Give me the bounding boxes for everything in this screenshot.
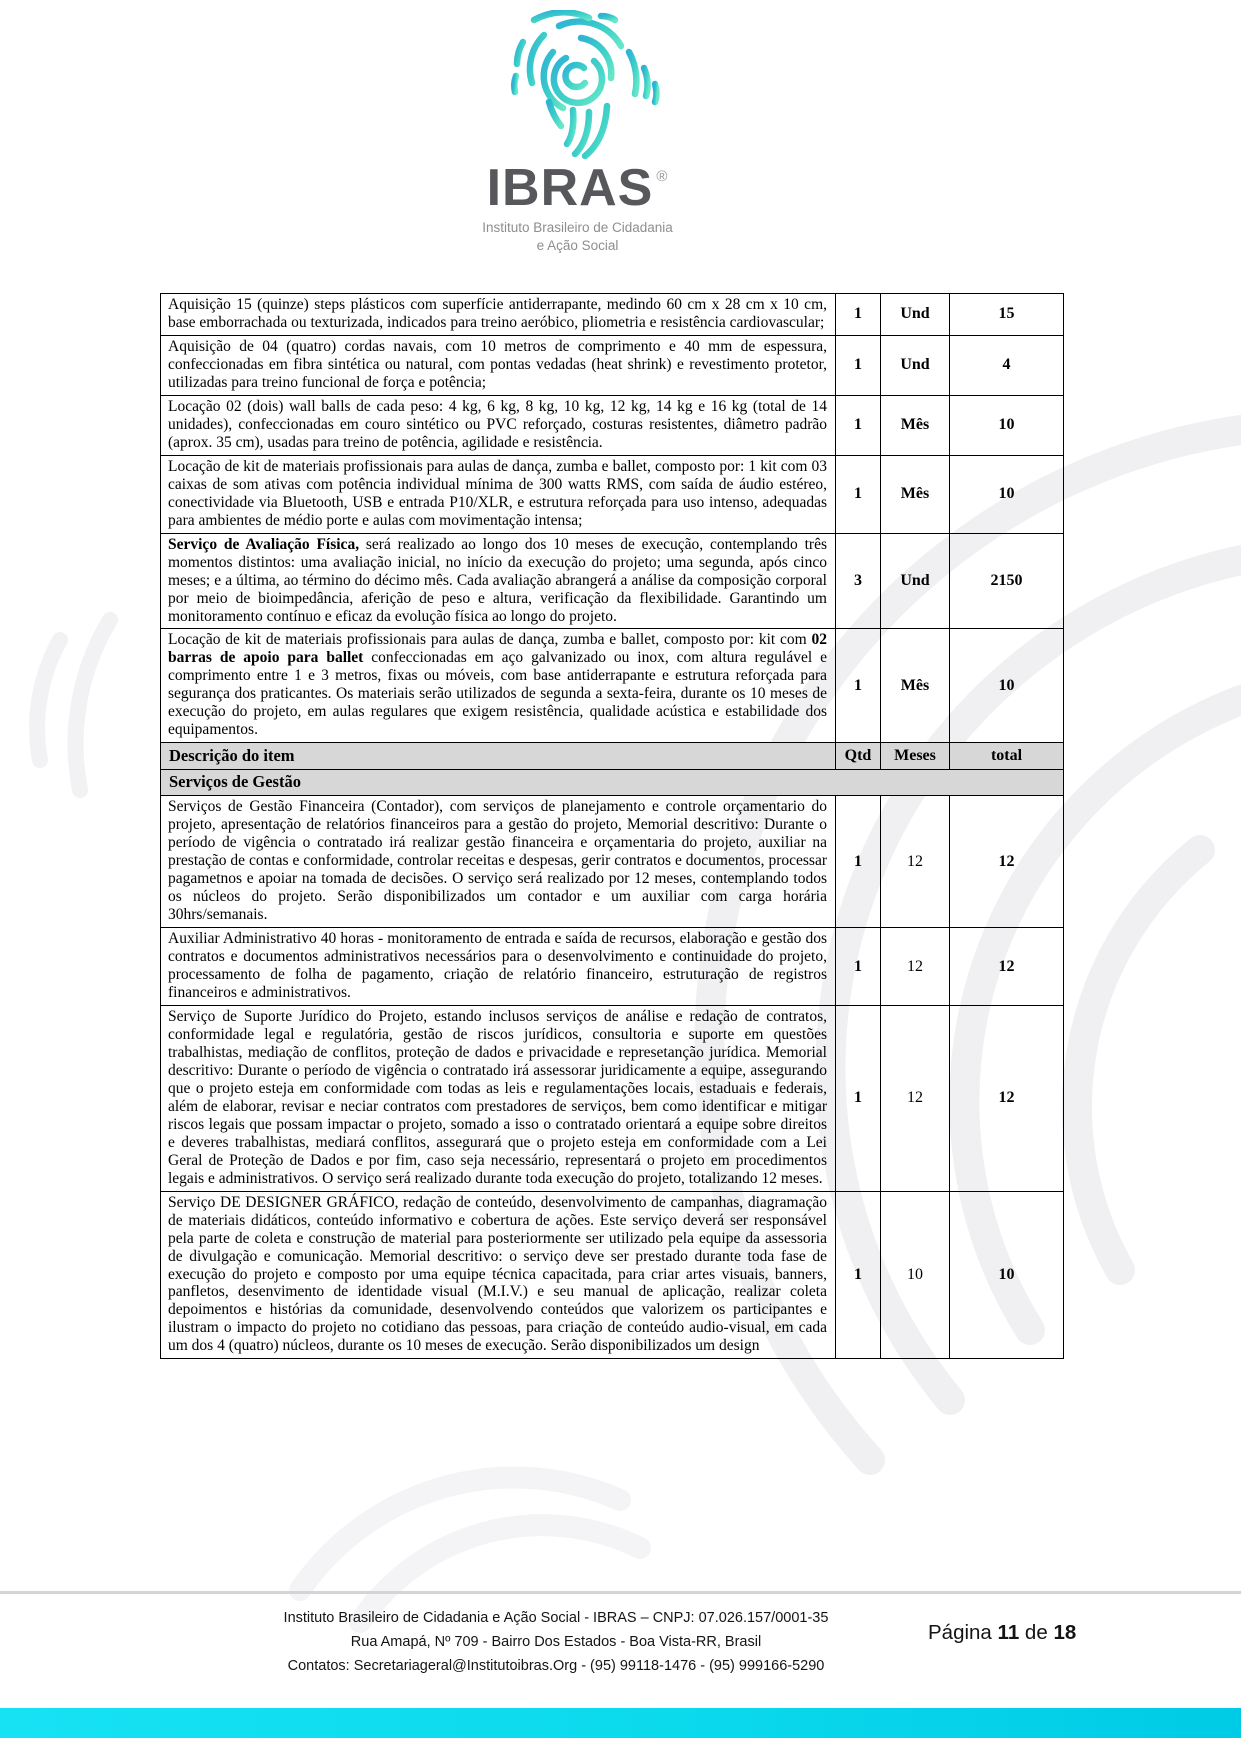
table-section-row (161, 770, 1064, 796)
item-description (161, 796, 836, 928)
brand-subtitle-line2: e Ação Social (536, 238, 619, 254)
item-description (161, 294, 836, 336)
item-unit: Und (881, 294, 950, 336)
item-qty: 1 (836, 1191, 881, 1359)
description-text: Aquisição 15 (quinze) steps plásticos com superfície antiderrapante, medindo 60 cm x 28 cm x 10 cm, base emborrachada ou texturizada, indicados para treino aeróbico, pliometria e resistência cardiovascular; (168, 296, 827, 331)
item-qty: 1 (836, 294, 881, 336)
page-number-current: 11 (997, 1621, 1020, 1644)
item-description (161, 455, 836, 533)
item-total: 12 (950, 796, 1064, 928)
table-row (161, 1005, 1064, 1191)
description-text: Serviço DE DESIGNER GRÁFICO, redação de conteúdo, desenvolvimento de campanhas, diagramação de materiais didáticos, conteúdo informativo e cobertura de ações. Este serviço deverá ser responsável pela parte de coleta e construção de material para posteriormente ser utilizado pela equipe da assessoria de divulgação e comunicação. Memorial descritivo: o serviço deve ser prestado durante toda fase de execução do projeto e composto por uma equipe técnica capacitada, para criar artes visuais, banners, panfletos, desenvimento de identidade visual (M.I.V.) e seu manual de aplicação, realizar coleta depoimentos e histórias da comunidade, desenvolvendo conteúdos que valorizem os participantes e ilustram o impacto do projeto no cotidiano das pessoas, para criação de conteúdo audio-visual, em cada um dos 4 (quatro) núcleos, durante os 10 meses de execução. Serão disponibilizados um design (168, 1193, 827, 1355)
table-row (161, 294, 1064, 336)
brand-subtitle (0, 219, 1155, 255)
item-qty: 1 (836, 629, 881, 743)
registered-mark: ® (656, 168, 669, 185)
item-qty: 1 (836, 796, 881, 928)
table-row (161, 629, 1064, 743)
section-title: Serviços de Gestão (161, 770, 1064, 796)
item-qty: 1 (836, 1005, 881, 1191)
description-text: Serviços de Gestão Financeira (Contador), com serviços de planejamento e controle orçamentario do projeto, apresentação de relatórios financeiros para a gestão do projeto, Memorial descritivo: Durante o período de vigência o contratado irá realizar gestão financeira e orçamentaria do projeto, auxiliar na prestação de contas e conformidade, controlar receitas e despesas, gerir contratos e documentos, processar pagametnos e apoiar na tomada de decisões. O serviço será realizado por 12 meses, contemplando todos os núcleos do projeto. Serão disponibilizados um contador e um auxiliar com carga horária 30hrs/semanais. (168, 798, 827, 924)
footer (250, 1607, 862, 1678)
description-text: Serviço de Avaliação Física, (168, 535, 360, 553)
footer-divider (0, 1591, 1241, 1594)
bottom-accent-band (0, 1708, 1241, 1738)
page-number (928, 1621, 1076, 1645)
item-total: 10 (950, 1191, 1064, 1359)
item-total: 12 (950, 1005, 1064, 1191)
item-qty: 1 (836, 455, 881, 533)
description-text: Locação 02 (dois) wall balls de cada peso: 4 kg, 6 kg, 8 kg, 10 kg, 12 kg, 14 kg e 16 kg (total de 14 unidades), confeccionadas em couro sintético ou PVC reforçado, costuras resistentes, diâmetro padrão (aprox. 35 cm), usadas para treino de potência, agilidade e resistência. (168, 397, 827, 451)
item-unit: Und (881, 533, 950, 629)
item-unit: 12 (881, 928, 950, 1006)
table-row (161, 928, 1064, 1006)
brand-text: IBRAS (486, 159, 654, 217)
table-row (161, 455, 1064, 533)
item-total: 10 (950, 629, 1064, 743)
item-description (161, 1005, 836, 1191)
item-total: 10 (950, 395, 1064, 455)
header-meses: Meses (881, 743, 950, 770)
header-total: total (950, 743, 1064, 770)
table-header-row (161, 743, 1064, 770)
description-text: Serviço de Suporte Jurídico do Projeto, estando inclusos serviços de análise e redação de contratos, conformidade legal e regulatória, gestão de riscos jurídicos, consultoria e suporte em questões trabalhistas, mediação de conflitos, proteção de dados e privacidade e represetanção jurídica. Memorial descritivo: Durante o período de vigência o contratado irá assessorar juridicamente a equipe, assegurando que o projeto esteja em conformidade com todas as leis e regulamentações locais, estaduais e federais, além de elaborar, revisar e neciar contratos com prestadores de serviços, bem como identificar e mitigar riscos legais que possam impactar o projeto, somado a isso o contratado orientará a equipe sobre direitos e deveres trabalhistas, mediará conflitos, assegurará que o projeto esteja em conformidade com a Lei Geral de Proteção de Dados e por fim, caso seja necessário, representará o projeto em procedimentos legais e administrativos. O serviço será realizado durante toda execução do projeto, totalizando 12 meses. (168, 1007, 827, 1187)
item-unit: Mês (881, 629, 950, 743)
item-description (161, 395, 836, 455)
table-row (161, 533, 1064, 629)
header-description: Descrição do item (161, 743, 836, 770)
page-number-of: de (1024, 1621, 1048, 1644)
footer-org-line: Instituto Brasileiro de Cidadania e Ação Social - IBRAS – CNPJ: 07.026.157/0001-35 (283, 1610, 829, 1626)
item-description (161, 629, 836, 743)
item-unit: Und (881, 335, 950, 395)
brand-subtitle-line1: Instituto Brasileiro de Cidadania (482, 220, 673, 235)
description-text: 02 barras de apoio para ballet (168, 631, 827, 667)
item-description (161, 533, 836, 629)
table-row (161, 1191, 1064, 1359)
footer-address-line: Rua Amapá, Nº 709 - Bairro Dos Estados - Boa Vista-RR, Brasil (350, 1633, 762, 1650)
logo (0, 10, 1155, 255)
footer-contacts-line: Contatos: Secretariageral@Institutoibras.Org - (95) 99118-1476 - (95) 999166-5290 (287, 1657, 825, 1674)
item-description (161, 1191, 836, 1359)
item-description (161, 928, 836, 1006)
page-number-total: 18 (1053, 1621, 1077, 1644)
item-qty: 1 (836, 928, 881, 1006)
description-text: será realizado ao longo dos 10 meses de execução, contemplando três momentos distintos: uma avaliação inicial, no início da execução do projeto; uma segunda, após cinco meses; e a última, ao término do décimo mês. Cada avaliação abrangerá a análise da composição corporal por meio de bioimpedância, aferição de peso e altura, verificação da flexibilidade. Garantindo um monitoramento contínuo e eficaz da evolução física ao longo do projeto. (168, 535, 827, 625)
brand-title (0, 159, 1155, 217)
item-unit: 12 (881, 1005, 950, 1191)
description-text: Aquisição de 04 (quatro) cordas navais, com 10 metros de comprimento e 40 mm de espessura, confeccionadas em fibra sintética ou natural, com pontas vedadas (heat shrink) e revestimento protetor, utilizadas para treino funcional de força e potência; (168, 337, 827, 391)
fingerprint-brazil-icon (489, 10, 667, 162)
items-table (160, 293, 1064, 1359)
item-total: 10 (950, 455, 1064, 533)
table-row (161, 796, 1064, 928)
item-total: 2150 (950, 533, 1064, 629)
item-description (161, 335, 836, 395)
item-unit: Mês (881, 395, 950, 455)
table-row (161, 335, 1064, 395)
item-total: 4 (950, 335, 1064, 395)
item-total: 15 (950, 294, 1064, 336)
description-text: Auxiliar Administrativo 40 horas - monitoramento de entrada e saída de recursos, elaboração e gestão dos contratos e documentos administrativos necessários para o desenvolvimento e continuidade do projeto, processamento de folha de pagamento, criação de relatório financeiro, estruturação de registros financeiros e administrativos. (168, 930, 827, 1001)
description-text: confeccionadas em aço galvanizado ou inox, com altura regulável e comprimento entre 1 e 3 metros, fixas ou móveis, com base antiderrapante e estrutura reforçada para segurança dos praticantes. Os materiais serão utilizados de segunda a sexta-feira, durante os 10 meses de execução do projeto, em aulas regulares que exigem resistência, qualidade acústica e estabilidade dos equipamentos. (168, 649, 827, 739)
item-unit: Mês (881, 455, 950, 533)
page-number-label: Página (928, 1621, 992, 1644)
item-unit: 12 (881, 796, 950, 928)
item-qty: 3 (836, 533, 881, 629)
description-text: Locação de kit de materiais profissionais para aulas de dança, zumba e ballet, composto por: kit com (168, 631, 812, 649)
header-qtd: Qtd (836, 743, 881, 770)
description-text: Locação de kit de materiais profissionais para aulas de dança, zumba e ballet, composto por: 1 kit com 03 caixas de som ativas com potência individual mínima de 300 watts RMS, com saída de áudio estéreo, conectividade via Bluetooth, USB e entrada P10/XLR, e estrutura reforçada para uso intenso, adequadas para ambientes de médio porte e aulas com movimentação intensa; (168, 457, 827, 529)
table-row (161, 395, 1064, 455)
item-total: 12 (950, 928, 1064, 1006)
item-unit: 10 (881, 1191, 950, 1359)
item-qty: 1 (836, 335, 881, 395)
item-qty: 1 (836, 395, 881, 455)
